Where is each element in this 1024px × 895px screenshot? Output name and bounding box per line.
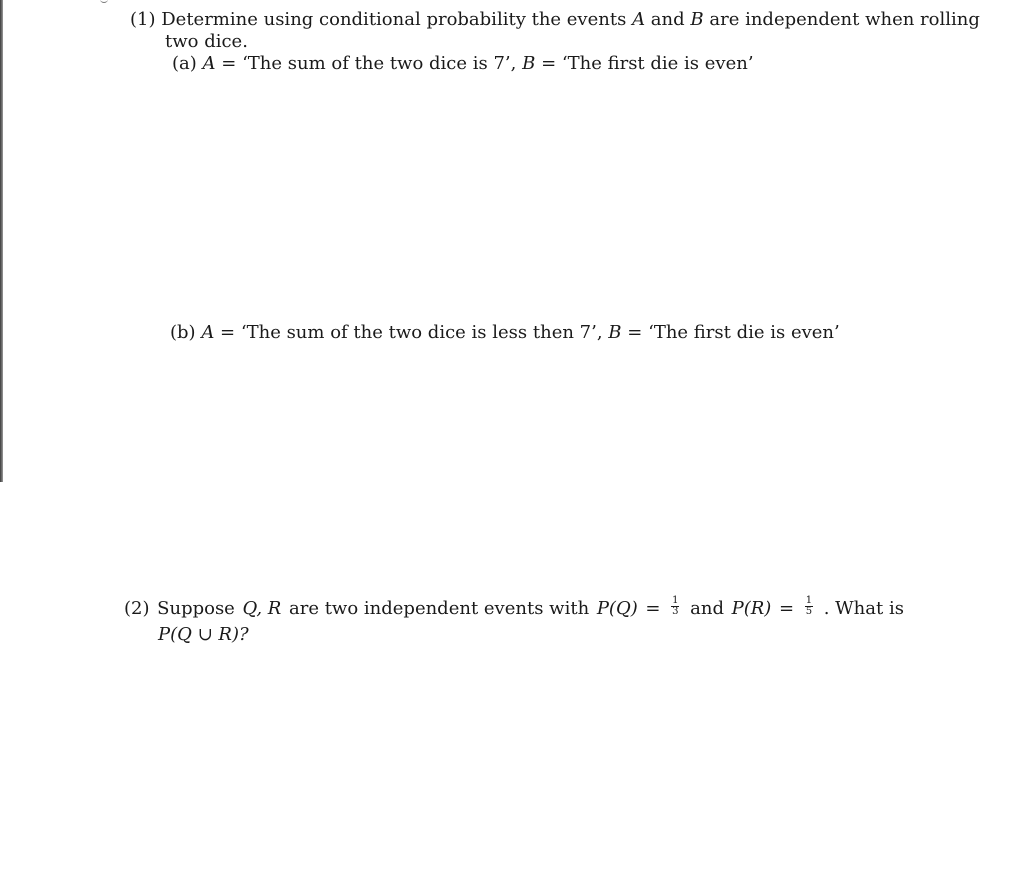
question-2-justified	[124, 595, 904, 620]
part-b-eq-1: =	[220, 322, 236, 343]
prob-q: P(Q)	[596, 598, 638, 619]
question-1-line-2	[165, 31, 248, 53]
part-b-eq-2: =	[627, 322, 643, 343]
page-edge-shadow	[0, 0, 3, 482]
part-a-var-a: A	[202, 53, 216, 74]
part-a-b-definition: ‘The first die is even’	[561, 53, 754, 74]
part-b-label: (b)	[170, 322, 196, 343]
fraction-one-third	[671, 596, 679, 618]
union-probability: P(Q ∪ R)?	[158, 624, 249, 645]
prob-r: P(R)	[731, 598, 772, 619]
part-a-label: (a)	[172, 53, 197, 74]
question-2-line-2	[158, 624, 249, 646]
fraction-one-third-denominator: 3	[672, 606, 679, 617]
eq-q: =	[645, 598, 661, 619]
question-2-text: are two independent events with	[288, 598, 590, 619]
part-a	[172, 53, 754, 75]
part-b	[170, 322, 840, 344]
fraction-one-fifth-denominator: 5	[805, 606, 813, 617]
part-a-a-definition: ‘The sum of the two dice is 7’,	[242, 53, 517, 74]
question-2-number: (2)	[124, 598, 150, 619]
fraction-one-third-numerator: 1	[672, 595, 679, 606]
part-a-eq-2: =	[541, 53, 557, 74]
variable-b: B	[690, 9, 704, 30]
what-is-text: . What is	[823, 598, 904, 619]
question-1-text: Determine using conditional probability the events	[161, 9, 627, 30]
and-word-2: and	[690, 598, 724, 619]
question-1-text-end: are independent when rolling	[709, 9, 980, 30]
part-b-var-a: A	[201, 322, 215, 343]
question-1-line-1	[130, 9, 980, 31]
variables-q-r: Q, R	[242, 598, 282, 619]
fraction-one-fifth-numerator: 1	[805, 595, 813, 606]
part-b-b-definition: ‘The first die is even’	[648, 322, 840, 343]
question-2-line-1	[124, 595, 904, 620]
question-1-number: (1)	[130, 9, 156, 30]
part-b-a-definition: ‘The sum of the two dice is less then 7’,	[240, 322, 603, 343]
and-word: and	[650, 9, 685, 30]
eq-r: =	[778, 598, 795, 619]
suppose-word: Suppose	[157, 598, 235, 619]
question-1-text-cont: two dice.	[165, 31, 248, 52]
fraction-one-fifth	[805, 596, 813, 618]
page-edge-mark	[100, 0, 108, 3]
part-b-var-b: B	[608, 322, 622, 343]
part-a-var-b: B	[522, 53, 536, 74]
variable-a: A	[632, 9, 646, 30]
part-a-eq-1: =	[221, 53, 237, 74]
